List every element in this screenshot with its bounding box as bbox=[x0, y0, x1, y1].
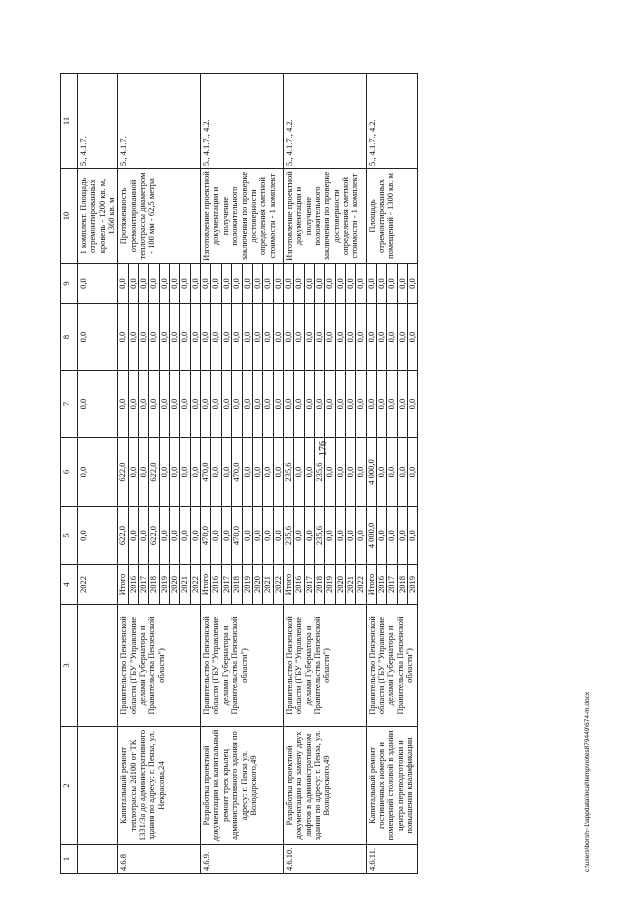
cell-year: 2016 bbox=[211, 565, 221, 605]
cell-year: 2018 bbox=[397, 565, 407, 605]
cell-value: 0,0 bbox=[273, 371, 283, 438]
cell-empty bbox=[78, 605, 118, 727]
cell-year: 2021 bbox=[180, 565, 190, 605]
cell-year: 2021 bbox=[345, 565, 355, 605]
cell-value: 0,0 bbox=[314, 371, 324, 438]
cell-value: 0,0 bbox=[159, 438, 169, 507]
cell-value: 0,0 bbox=[221, 264, 231, 304]
cell-value: 0,0 bbox=[314, 264, 324, 304]
cell-value: 0,0 bbox=[170, 507, 180, 565]
file-path-footnote: c:\users\borsh~1\appdata\local\temp\notes879449\674-m.docx bbox=[584, 691, 591, 872]
cell-value: 0,0 bbox=[252, 371, 262, 438]
cell-value: 0,0 bbox=[273, 264, 283, 304]
cell-value: 0,0 bbox=[201, 371, 211, 438]
cell-value: 0,0 bbox=[180, 438, 190, 507]
table-row bbox=[201, 74, 211, 874]
cell-value: 622,0 bbox=[149, 507, 159, 565]
cell-value: 0,0 bbox=[78, 304, 118, 371]
cell-value: 0,0 bbox=[356, 438, 366, 507]
cell-value: 0,0 bbox=[221, 507, 231, 565]
cell-value: 0,0 bbox=[180, 371, 190, 438]
cell-value: 0,0 bbox=[118, 264, 128, 304]
cell-value: 0,0 bbox=[294, 438, 304, 507]
cell-value: 0,0 bbox=[128, 264, 138, 304]
cell-value: 0,0 bbox=[190, 438, 200, 507]
cell-year: Итого bbox=[118, 565, 128, 605]
cell-value: 0,0 bbox=[408, 371, 418, 438]
cell-value: 0,0 bbox=[128, 507, 138, 565]
cell-value: 0,0 bbox=[294, 264, 304, 304]
cell-indicator: 5., 4.1.7., 4.2. bbox=[201, 74, 284, 169]
cell-year: 2022 bbox=[273, 565, 283, 605]
cell-result: Площадь отремонтированных помещений - 1300 кв. м bbox=[366, 169, 418, 264]
cell-executor: Правительство Пензенской области (ГБУ "Управление делами Губернатора и Правительства Пензенской области") bbox=[283, 605, 366, 727]
continuation-row bbox=[78, 74, 118, 874]
cell-year: 2016 bbox=[376, 565, 386, 605]
cell-year: 2020 bbox=[335, 565, 345, 605]
cell-value: 0,0 bbox=[376, 304, 386, 371]
table-row bbox=[366, 74, 376, 874]
cell-value: 0,0 bbox=[325, 438, 335, 507]
cell-value: 0,0 bbox=[221, 304, 231, 371]
cell-value: 0,0 bbox=[366, 264, 376, 304]
column-number: 7 bbox=[61, 371, 78, 438]
cell-value: 0,0 bbox=[397, 264, 407, 304]
cell-value: 0,0 bbox=[325, 371, 335, 438]
cell-year: 2018 bbox=[232, 565, 242, 605]
cell-value: 0,0 bbox=[397, 371, 407, 438]
cell-indicator: 5., 4.1.7., 4.2. bbox=[366, 74, 418, 169]
cell-year: 2019 bbox=[159, 565, 169, 605]
cell-value: 0,0 bbox=[170, 304, 180, 371]
cell-value: 0,0 bbox=[252, 507, 262, 565]
cell-value: 0,0 bbox=[294, 507, 304, 565]
cell-value: 0,0 bbox=[78, 438, 118, 507]
cell-value: 0,0 bbox=[387, 371, 397, 438]
cell-value: 0,0 bbox=[345, 264, 355, 304]
column-number: 9 bbox=[61, 264, 78, 304]
cell-value: 0,0 bbox=[304, 507, 314, 565]
cell-value: 0,0 bbox=[283, 304, 293, 371]
cell-indicator: 5., 4.1.7. bbox=[78, 74, 118, 169]
cell-value: 0,0 bbox=[263, 264, 273, 304]
cell-value: 0,0 bbox=[159, 507, 169, 565]
column-number: 5 bbox=[61, 507, 78, 565]
cell-result: Изготовление проектной документации и получение положительного заключения по проверке достоверности определения сметной стоимости - 1 комплект bbox=[201, 169, 284, 264]
cell-value: 0,0 bbox=[273, 438, 283, 507]
cell-value: 0,0 bbox=[408, 304, 418, 371]
cell-value: 0,0 bbox=[252, 438, 262, 507]
cell-value: 0,0 bbox=[221, 371, 231, 438]
cell-value: 0,0 bbox=[232, 371, 242, 438]
cell-year: 2017 bbox=[304, 565, 314, 605]
cell-value: 0,0 bbox=[180, 304, 190, 371]
cell-year: 2017 bbox=[139, 565, 149, 605]
cell-value: 0,0 bbox=[242, 304, 252, 371]
cell-value: 0,0 bbox=[294, 304, 304, 371]
cell-value: 0,0 bbox=[149, 371, 159, 438]
cell-value: 0,0 bbox=[376, 371, 386, 438]
cell-year: 2019 bbox=[242, 565, 252, 605]
cell-value: 0,0 bbox=[242, 371, 252, 438]
cell-value: 4 000,0 bbox=[366, 507, 376, 565]
column-number: 11 bbox=[61, 74, 78, 169]
cell-value: 0,0 bbox=[335, 264, 345, 304]
cell-value: 0,0 bbox=[139, 264, 149, 304]
cell-year: 2019 bbox=[325, 565, 335, 605]
cell-value: 0,0 bbox=[190, 507, 200, 565]
cell-value: 0,0 bbox=[366, 304, 376, 371]
cell-year: 2020 bbox=[170, 565, 180, 605]
cell-value: 235,6 bbox=[283, 438, 293, 507]
cell-value: 0,0 bbox=[294, 371, 304, 438]
cell-value: 0,0 bbox=[397, 507, 407, 565]
cell-value: 0,0 bbox=[335, 371, 345, 438]
cell-value: 0,0 bbox=[345, 438, 355, 507]
cell-result: Протяженность отремонтированной теплотрассы диаметром - 100 мм - 62,5 метра bbox=[118, 169, 201, 264]
cell-value: 0,0 bbox=[376, 438, 386, 507]
cell-value: 0,0 bbox=[356, 371, 366, 438]
cell-value: 0,0 bbox=[78, 371, 118, 438]
cell-value: 0,0 bbox=[232, 304, 242, 371]
cell-value: 0,0 bbox=[387, 507, 397, 565]
page-number: 176 bbox=[318, 441, 329, 456]
cell-year: 2016 bbox=[128, 565, 138, 605]
cell-value: 0,0 bbox=[201, 304, 211, 371]
cell-value: 0,0 bbox=[314, 304, 324, 371]
table-row bbox=[283, 74, 293, 874]
cell-value: 0,0 bbox=[190, 264, 200, 304]
cell-value: 0,0 bbox=[273, 304, 283, 371]
cell-empty bbox=[78, 727, 118, 845]
cell-value: 0,0 bbox=[263, 304, 273, 371]
cell-value: 0,0 bbox=[139, 507, 149, 565]
cell-value: 622,0 bbox=[118, 438, 128, 507]
cell-value: 0,0 bbox=[78, 507, 118, 565]
cell-value: 0,0 bbox=[356, 264, 366, 304]
table-row bbox=[118, 74, 128, 874]
cell-executor: Правительство Пензенской области (ГБУ "Управление делами Губернатора и Правительства Пензенской области") bbox=[201, 605, 284, 727]
column-number: 8 bbox=[61, 304, 78, 371]
cell-value: 0,0 bbox=[356, 304, 366, 371]
cell-value: 0,0 bbox=[211, 264, 221, 304]
cell-value: 0,0 bbox=[325, 304, 335, 371]
cell-year: 2018 bbox=[149, 565, 159, 605]
cell-value: 0,0 bbox=[78, 264, 118, 304]
cell-value: 0,0 bbox=[335, 304, 345, 371]
cell-value: 0,0 bbox=[128, 371, 138, 438]
cell-value: 0,0 bbox=[170, 371, 180, 438]
cell-year: 2017 bbox=[221, 565, 231, 605]
cell-year: 2018 bbox=[314, 565, 324, 605]
column-number: 1 bbox=[61, 845, 78, 874]
column-number-row bbox=[61, 74, 78, 874]
cell-value: 470,0 bbox=[201, 438, 211, 507]
cell-value: 0,0 bbox=[190, 304, 200, 371]
cell-value: 0,0 bbox=[366, 371, 376, 438]
cell-value: 470,0 bbox=[201, 507, 211, 565]
cell-year: 2020 bbox=[252, 565, 262, 605]
cell-empty bbox=[78, 845, 118, 874]
cell-value: 0,0 bbox=[335, 507, 345, 565]
cell-value: 0,0 bbox=[376, 264, 386, 304]
cell-name: Капитальный ремонт гостиничных номеров и помещений столовой в здании центра переподготовки и повышения квалификации bbox=[366, 727, 418, 845]
cell-value: 470,0 bbox=[232, 507, 242, 565]
column-number: 4 bbox=[61, 565, 78, 605]
cell-value: 0,0 bbox=[387, 438, 397, 507]
cell-number: 4.6.9. bbox=[201, 845, 284, 874]
cell-value: 0,0 bbox=[149, 264, 159, 304]
cell-name: Разработка проектной документации на капитальный ремонт трех крылец административного здания по адресу: г. Пенза ул. Володарского,49 bbox=[201, 727, 284, 845]
cell-year: 2022 bbox=[190, 565, 200, 605]
cell-value: 0,0 bbox=[170, 264, 180, 304]
cell-value: 0,0 bbox=[283, 264, 293, 304]
cell-value: 0,0 bbox=[170, 438, 180, 507]
cell-year: 2016 bbox=[294, 565, 304, 605]
cell-value: 0,0 bbox=[180, 507, 190, 565]
cell-year: 2021 bbox=[263, 565, 273, 605]
cell-value: 0,0 bbox=[408, 438, 418, 507]
cell-value: 0,0 bbox=[387, 264, 397, 304]
rotated-page bbox=[60, 74, 591, 874]
cell-name: Разработка проектной документации на замену двух лифтов в административном здании по адресу: г. Пенза, ул. Володарского,49 bbox=[283, 727, 366, 845]
cell-value: 0,0 bbox=[263, 507, 273, 565]
cell-value: 0,0 bbox=[221, 438, 231, 507]
cell-value: 0,0 bbox=[242, 438, 252, 507]
cell-value: 0,0 bbox=[304, 304, 314, 371]
cell-value: 0,0 bbox=[304, 371, 314, 438]
cell-name: Капитальный ремонт теплотрассы 2d100 от ТК 1331/3а до административного здания по адресу: г. Пенза, ул. Некрасова,24 bbox=[118, 727, 201, 845]
cell-year: 2022 bbox=[78, 565, 118, 605]
cell-value: 0,0 bbox=[128, 304, 138, 371]
cell-value: 0,0 bbox=[325, 264, 335, 304]
cell-value: 0,0 bbox=[345, 304, 355, 371]
cell-indicator: 5., 4.1.7. bbox=[118, 74, 201, 169]
cell-value: 0,0 bbox=[345, 507, 355, 565]
cell-value: 0,0 bbox=[118, 304, 128, 371]
column-number: 6 bbox=[61, 438, 78, 507]
cell-value: 0,0 bbox=[118, 371, 128, 438]
cell-value: 0,0 bbox=[273, 507, 283, 565]
cell-value: 0,0 bbox=[408, 507, 418, 565]
cell-executor: Правительство Пензенской области (ГБУ "Управление делами Губернатора и Правительства Пензенской области") bbox=[366, 605, 418, 727]
cell-value: 0,0 bbox=[232, 264, 242, 304]
cell-value: 235,6 bbox=[283, 507, 293, 565]
cell-value: 0,0 bbox=[335, 438, 345, 507]
cell-value: 0,0 bbox=[128, 438, 138, 507]
cell-value: 0,0 bbox=[139, 438, 149, 507]
cell-value: 0,0 bbox=[201, 264, 211, 304]
cell-year: Итого bbox=[366, 565, 376, 605]
cell-value: 4 000,0 bbox=[366, 438, 376, 507]
cell-number: 4.6.10. bbox=[283, 845, 366, 874]
cell-value: 0,0 bbox=[283, 371, 293, 438]
cell-value: 0,0 bbox=[180, 264, 190, 304]
cell-value: 235,6 bbox=[314, 438, 324, 507]
cell-value: 622,0 bbox=[118, 507, 128, 565]
program-table bbox=[60, 73, 418, 874]
cell-value: 0,0 bbox=[356, 507, 366, 565]
cell-result: 1 комплект. Площадь отремонтированных кровель - 1200 кв. м, 1360 кв. м bbox=[78, 169, 118, 264]
cell-value: 0,0 bbox=[159, 304, 169, 371]
cell-value: 0,0 bbox=[387, 304, 397, 371]
cell-value: 0,0 bbox=[397, 438, 407, 507]
cell-result: Изготовление проектной документации и получение положительного заключения по проверке достоверности определения сметной стоимости - 1 комплект bbox=[283, 169, 366, 264]
cell-value: 0,0 bbox=[397, 304, 407, 371]
cell-value: 0,0 bbox=[139, 304, 149, 371]
cell-year: 2019 bbox=[408, 565, 418, 605]
cell-value: 0,0 bbox=[345, 371, 355, 438]
column-number: 10 bbox=[61, 169, 78, 264]
cell-value: 0,0 bbox=[376, 507, 386, 565]
cell-value: 235,6 bbox=[314, 507, 324, 565]
cell-value: 0,0 bbox=[408, 264, 418, 304]
column-number: 2 bbox=[61, 727, 78, 845]
cell-value: 470,0 bbox=[232, 438, 242, 507]
cell-value: 0,0 bbox=[211, 438, 221, 507]
cell-year: 2022 bbox=[356, 565, 366, 605]
column-number: 3 bbox=[61, 605, 78, 727]
cell-year: Итого bbox=[201, 565, 211, 605]
cell-value: 0,0 bbox=[252, 264, 262, 304]
cell-value: 0,0 bbox=[304, 438, 314, 507]
cell-number: 4.6.8 bbox=[118, 845, 201, 874]
cell-value: 0,0 bbox=[252, 304, 262, 371]
cell-value: 0,0 bbox=[211, 371, 221, 438]
cell-value: 0,0 bbox=[211, 507, 221, 565]
cell-value: 0,0 bbox=[263, 438, 273, 507]
cell-value: 0,0 bbox=[149, 304, 159, 371]
cell-value: 0,0 bbox=[159, 264, 169, 304]
cell-executor: Правительство Пензенской области (ГБУ "Управление делами Губернатора и Правительства Пензенской области") bbox=[118, 605, 201, 727]
cell-value: 0,0 bbox=[242, 507, 252, 565]
cell-value: 0,0 bbox=[159, 371, 169, 438]
cell-value: 0,0 bbox=[190, 371, 200, 438]
cell-value: 0,0 bbox=[263, 371, 273, 438]
cell-year: Итого bbox=[283, 565, 293, 605]
cell-indicator: 5., 4.1.7., 4.2. bbox=[283, 74, 366, 169]
cell-value: 0,0 bbox=[139, 371, 149, 438]
cell-value: 0,0 bbox=[242, 264, 252, 304]
cell-value: 622,0 bbox=[149, 438, 159, 507]
cell-value: 0,0 bbox=[211, 304, 221, 371]
cell-number: 4.6.11. bbox=[366, 845, 418, 874]
cell-value: 0,0 bbox=[325, 507, 335, 565]
cell-year: 2017 bbox=[387, 565, 397, 605]
cell-value: 0,0 bbox=[304, 264, 314, 304]
